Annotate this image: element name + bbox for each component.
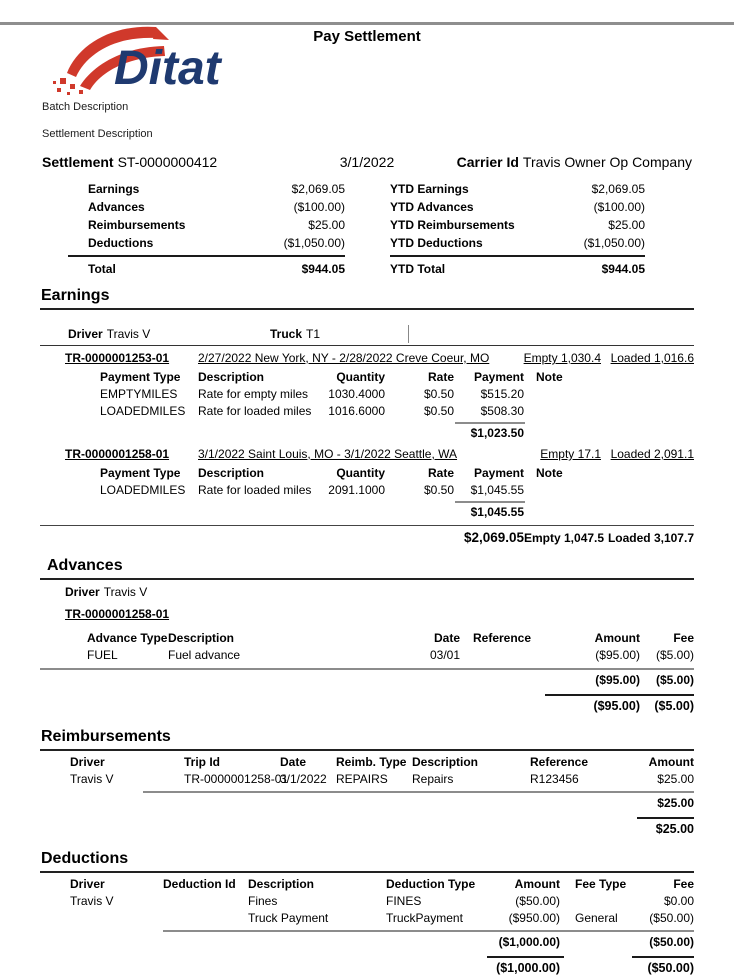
cell-fee-type: General [575, 911, 618, 925]
summary-total-row [68, 255, 345, 278]
summary-row [390, 234, 645, 252]
divider-earnings-total [40, 525, 694, 526]
earnings-total-payment: $2,069.05 [463, 530, 524, 545]
total-amount: $25.00 [655, 822, 694, 836]
batch-description-label: Batch Description [42, 101, 129, 113]
cell-amount: ($95.00) [595, 648, 640, 662]
cell-description: Fuel advance [168, 648, 241, 662]
total-fee: ($50.00) [647, 961, 694, 975]
col-quantity: Quantity [336, 466, 385, 480]
settlement-number: ST-0000000412 [117, 154, 218, 170]
earnings-table-header [40, 465, 694, 482]
cell-amount: ($950.00) [508, 911, 560, 925]
col-trip-id: Trip Id [184, 755, 220, 769]
cell-amount: ($50.00) [515, 894, 560, 908]
driver-name: Travis V [103, 585, 148, 599]
cell-quantity: 1016.6000 [328, 404, 385, 418]
cell-description: Repairs [412, 772, 454, 786]
trip-subtotal-row [40, 425, 694, 442]
cell-rate: $0.50 [423, 483, 454, 497]
settlement-date: 3/1/2022 [339, 154, 395, 170]
settlement-info-row [40, 154, 694, 170]
subtotal-fee: ($5.00) [655, 673, 694, 687]
cell-amount: $25.00 [657, 772, 694, 786]
cell-quantity: 2091.1000 [328, 483, 385, 497]
col-date: Date [280, 755, 307, 769]
trip-empty-miles [501, 446, 601, 463]
col-date: Date [433, 631, 460, 645]
cell-deduction-type: FINES [386, 894, 422, 908]
summary-label: Deductions [88, 236, 154, 250]
driver-label: Driver [65, 585, 100, 599]
total-amount: ($95.00) [593, 699, 640, 713]
total-amount: ($1,000.00) [496, 961, 560, 975]
summary-value: $25.00 [308, 218, 345, 232]
col-description: Description [412, 755, 479, 769]
summary-value: ($100.00) [593, 200, 645, 214]
summary-row [68, 198, 345, 216]
cell-rate: $0.50 [423, 387, 454, 401]
cell-date: 03/01 [429, 648, 460, 662]
cell-payment-type: LOADEDMILES [100, 483, 186, 497]
col-description: Description [198, 466, 265, 480]
col-fee-type: Fee Type [575, 877, 627, 891]
col-amount: Amount [594, 631, 640, 645]
summary-total-value: $944.05 [301, 262, 345, 276]
divider-subtotal [163, 930, 694, 932]
earnings-total-row [40, 529, 694, 547]
settlement-description-label: Settlement Description [42, 128, 153, 140]
trip-id: TR-0000001258-01 [65, 447, 170, 461]
divider-total-group [40, 956, 694, 958]
summary-total-value: $944.05 [601, 262, 645, 276]
col-deduction-id: Deduction Id [163, 877, 236, 891]
driver-label: Driver [68, 327, 103, 341]
subtotal-fee: ($50.00) [649, 935, 694, 949]
divider-total-fee [632, 956, 694, 958]
deduction-row [40, 910, 694, 927]
summary-row [390, 198, 645, 216]
summary-value: $25.00 [608, 218, 645, 232]
cell-description: Rate for loaded miles [198, 404, 312, 418]
col-driver: Driver [70, 877, 105, 891]
cell-trip-id: TR-0000001258-01 [184, 772, 289, 786]
earnings-heading: Earnings [40, 287, 694, 310]
trip-subtotal: $1,023.50 [470, 426, 524, 440]
earnings-row [40, 403, 694, 420]
summary-row [390, 216, 645, 234]
col-note: Note [536, 466, 563, 480]
col-payment: Payment [473, 370, 524, 384]
cell-description: Rate for empty miles [198, 387, 309, 401]
divider-subtotal [143, 791, 694, 793]
cell-quantity: 1030.4000 [328, 387, 385, 401]
cell-driver: Travis V [70, 894, 114, 908]
trip-route-text: 3/1/2022 Saint Louis, MO - 3/1/2022 Seattle, WA [198, 447, 458, 461]
cell-payment-type: EMPTYMILES [100, 387, 178, 401]
col-deduction-type: Deduction Type [386, 877, 476, 891]
advances-subtotal-row [40, 672, 694, 689]
col-payment-type: Payment Type [100, 370, 181, 384]
summary-label: Advances [88, 200, 145, 214]
earnings-total-empty: Empty 1,047.5 [524, 531, 605, 545]
truck-label: Truck [270, 327, 303, 341]
summary-label: YTD Earnings [390, 182, 469, 196]
cell-rate: $0.50 [423, 404, 454, 418]
cell-reference: R123456 [530, 772, 579, 786]
reimbursements-section [40, 728, 694, 838]
deductions-table-header [40, 876, 694, 893]
trip-id: TR-0000001253-01 [65, 351, 170, 365]
total-fee: ($5.00) [654, 699, 694, 713]
reimbursements-heading: Reimbursements [40, 728, 694, 751]
summary-value: $2,069.05 [591, 182, 645, 196]
summary-total-label: Total [88, 262, 116, 276]
cell-payment-type: LOADEDMILES [100, 404, 186, 418]
settlement-label: Settlement [42, 154, 114, 170]
deductions-total-row [40, 960, 694, 977]
spacer [40, 956, 487, 958]
summary-value: ($1,050.00) [583, 236, 645, 250]
summary-value: ($1,050.00) [283, 236, 345, 250]
col-amount: Amount [514, 877, 560, 891]
cell-fee: $0.00 [663, 894, 694, 908]
summary-label: Earnings [88, 182, 140, 196]
reimbursement-row [40, 771, 694, 788]
trip-loaded-text: Loaded 2,091.1 [610, 447, 694, 461]
driver-name: Travis V [106, 327, 151, 341]
summary-label: YTD Advances [390, 200, 474, 214]
cell-description: Truck Payment [248, 911, 329, 925]
summary-ytd-table [390, 180, 645, 278]
reimbursements-table-header [40, 754, 694, 771]
trip-loaded-miles [601, 350, 694, 367]
col-rate: Rate [427, 370, 454, 384]
cell-date: 3/1/2022 [280, 772, 327, 786]
cell-fee: ($5.00) [655, 648, 694, 662]
summary-row [68, 216, 345, 234]
summary-section [40, 180, 694, 278]
earnings-row [40, 482, 694, 499]
divider-subtotal [455, 422, 525, 424]
earnings-total-loaded: Loaded 3,107.7 [607, 531, 694, 545]
divider-subtotal [455, 501, 525, 503]
summary-row [68, 180, 345, 198]
trip-id: TR-0000001258-01 [65, 607, 170, 621]
summary-ytd-total-row [390, 255, 645, 278]
cell-payment: $508.30 [480, 404, 524, 418]
reimbursements-subtotal-row [40, 795, 694, 812]
logo-wordmark: Ditat [114, 42, 221, 95]
carrier-id-label: Carrier Id [456, 154, 519, 170]
trip-loaded-text: Loaded 1,016.6 [610, 351, 694, 365]
truck-field [270, 325, 320, 343]
col-note: Note [536, 370, 563, 384]
col-description: Description [168, 631, 235, 645]
document-header [40, 22, 694, 98]
summary-value: ($100.00) [293, 200, 345, 214]
col-advance-type: Advance Type [87, 631, 168, 645]
truck-id: T1 [306, 327, 321, 341]
summary-label: YTD Reimbursements [390, 218, 515, 232]
driver-field [40, 325, 270, 343]
summary-label: YTD Deductions [390, 236, 483, 250]
cell-payment: $515.20 [480, 387, 524, 401]
col-amount: Amount [648, 755, 694, 769]
trip-subtotal: $1,045.55 [470, 505, 524, 519]
col-description: Description [248, 877, 315, 891]
summary-label: Reimbursements [88, 218, 186, 232]
reimbursements-total-row [40, 821, 694, 838]
col-fee: Fee [673, 631, 694, 645]
deductions-section [40, 850, 694, 977]
page-title: Pay Settlement [313, 28, 421, 45]
summary-current-table [68, 180, 345, 278]
trip-route [198, 350, 501, 367]
col-reference: Reference [530, 755, 589, 769]
carrier-name: Travis Owner Op Company [522, 154, 692, 170]
advances-heading: Advances [40, 557, 694, 580]
advances-table-header [40, 630, 694, 647]
trip-empty-text: Empty 17.1 [540, 447, 601, 461]
divider-total-amount [487, 956, 564, 958]
cell-deduction-type: TruckPayment [386, 911, 463, 925]
trip-empty-miles [501, 350, 601, 367]
summary-value: $2,069.05 [291, 182, 345, 196]
summary-row [390, 180, 645, 198]
divider-total [545, 694, 694, 696]
spacer [564, 956, 632, 958]
subtotal-amount: ($1,000.00) [498, 935, 560, 949]
trip-subtotal-row [40, 504, 694, 521]
advances-section [40, 557, 694, 715]
pay-settlement-document [0, 22, 734, 975]
cell-fee: ($50.00) [649, 911, 694, 925]
subtotal-amount: ($95.00) [595, 673, 640, 687]
earnings-table-header [40, 369, 694, 386]
col-driver: Driver [70, 755, 105, 769]
col-reimb-type: Reimb. Type [336, 755, 407, 769]
trip-id-row [40, 606, 694, 623]
cell-description: Rate for loaded miles [198, 483, 312, 497]
cell-payment: $1,045.55 [470, 483, 524, 497]
earnings-row [40, 386, 694, 403]
deduction-row [40, 893, 694, 910]
summary-total-label: YTD Total [390, 262, 446, 276]
earnings-section [40, 287, 694, 547]
col-description: Description [198, 370, 265, 384]
cell-description: Fines [248, 894, 278, 908]
advances-total-row [40, 698, 694, 715]
driver-field [40, 584, 694, 601]
driver-truck-row [40, 325, 694, 346]
trip-loaded-miles [601, 446, 694, 463]
col-reference: Reference [473, 631, 532, 645]
trip-route [198, 446, 501, 463]
summary-row [68, 234, 345, 252]
trip-header-row [40, 350, 694, 367]
advance-row [40, 647, 694, 664]
divider-subtotal [40, 668, 694, 670]
deductions-subtotal-row [40, 934, 694, 951]
col-fee: Fee [673, 877, 694, 891]
divider-total [637, 817, 694, 819]
divider-vertical [408, 325, 409, 343]
trip-header-row [40, 446, 694, 463]
col-payment: Payment [473, 466, 524, 480]
col-payment-type: Payment Type [100, 466, 181, 480]
trip-empty-text: Empty 1,030.4 [523, 351, 601, 365]
col-rate: Rate [427, 466, 454, 480]
cell-advance-type: FUEL [87, 648, 118, 662]
subtotal-amount: $25.00 [657, 796, 694, 810]
trip-route-text: 2/27/2022 New York, NY - 2/28/2022 Creve Coeur, MO [198, 351, 490, 365]
deductions-heading: Deductions [40, 850, 694, 873]
cell-driver: Travis V [70, 772, 114, 786]
cell-reimb-type: REPAIRS [336, 772, 388, 786]
col-quantity: Quantity [336, 370, 385, 384]
